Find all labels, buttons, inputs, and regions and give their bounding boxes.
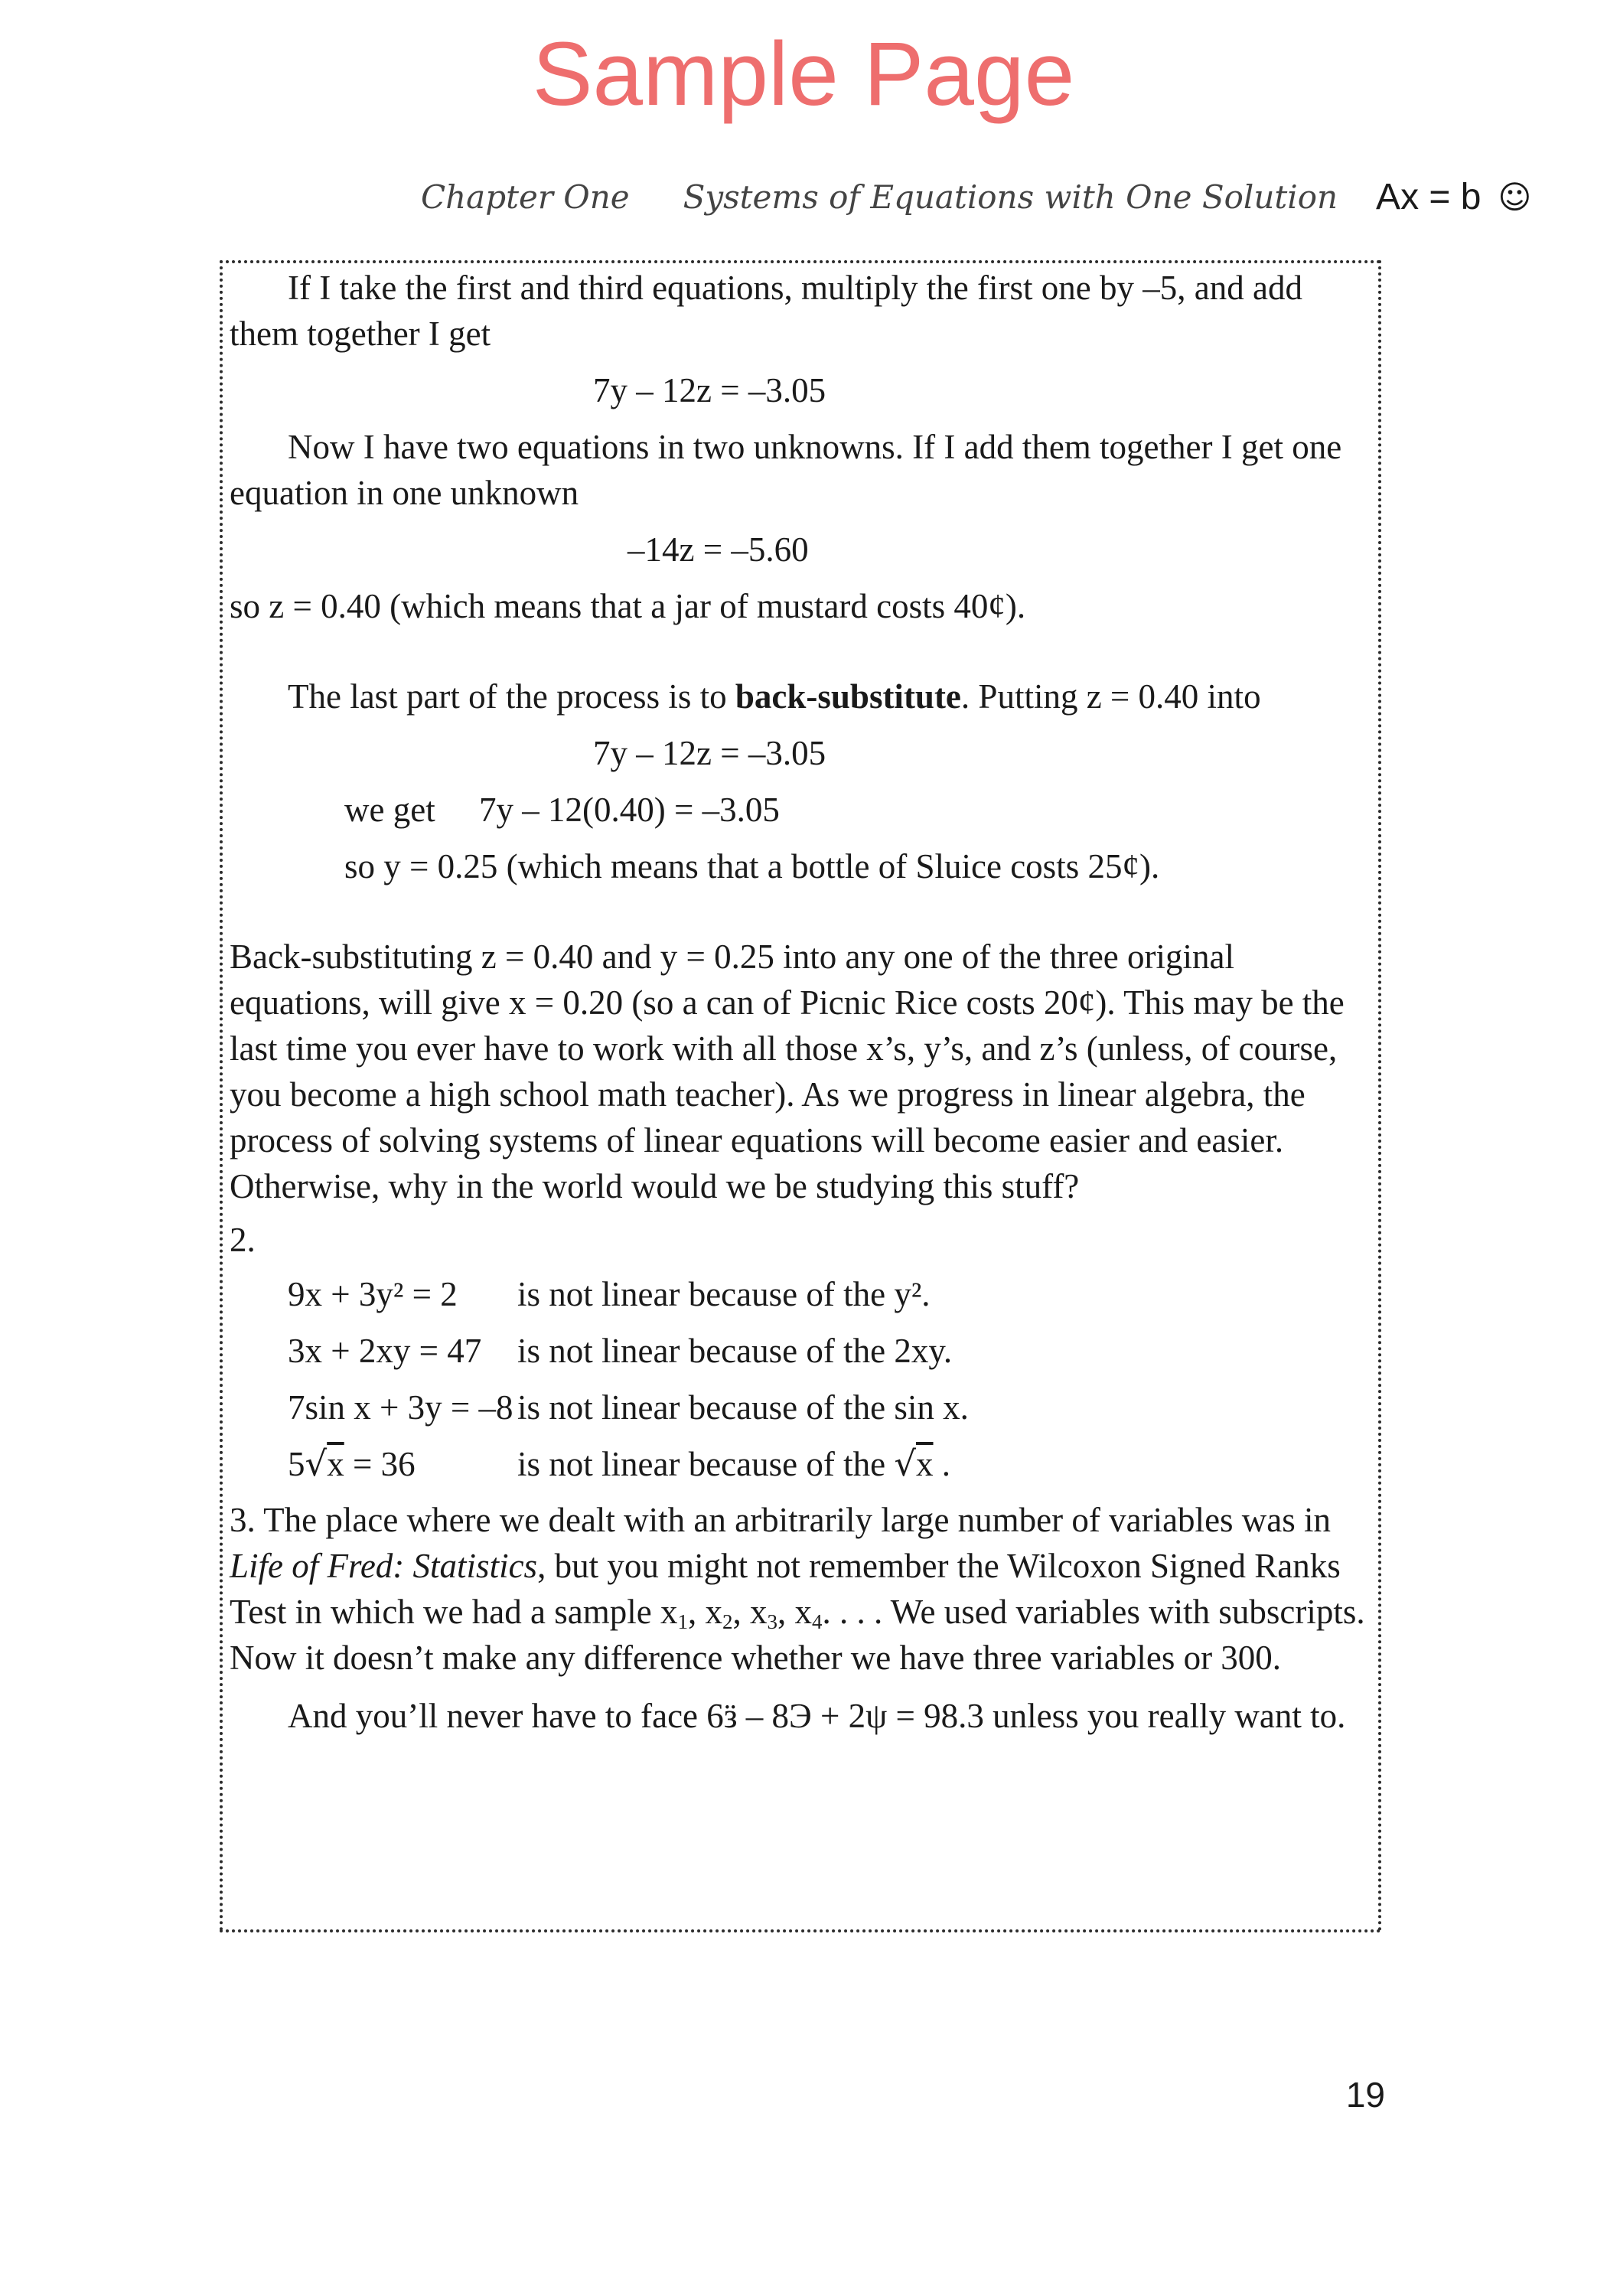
paragraph: And you’ll never have to face 6ӟ – 8Э + 2ψ = 98.3 unless you really want to. [288, 1697, 1346, 1735]
paragraph: so z = 0.40 (which means that a jar of mustard costs 40¢). [230, 587, 1026, 625]
nonlinear-list [230, 1266, 1377, 1492]
paragraph: Back-substituting z = 0.40 and y = 0.25 into any one of the three original equations, will give x = 0.20 (so a can of Picnic Rice costs 20¢). This may be the last time you ever have to work with all those x’s, y’s, and z’s (unless, of course, you become a high school math teacher). As we progress in linear algebra, the process of solving systems of linear equations will become easier and easier. Otherwise, why in the world would we be studying this stuff? [230, 938, 1345, 1205]
running-head [421, 170, 1531, 223]
paragraph: Now I have two equations in two unknowns. If I add them together I get one equation in one unknown [230, 428, 1342, 512]
paragraph: so y = 0.25 (which means that a bottle of Sluice costs 25¢). [344, 847, 1160, 885]
equation: 5√x = 36 [288, 1443, 416, 1484]
paragraph: 3. The place where we dealt with an arbitrarily large number of variables was in Life of Fred: Statistics, but you might not remember the Wilcoxon Signed Ranks Test in which we had a sample $x_1$, $x_2$, $x_3$, $x_4$. . . . We used variables with subscripts. Now it doesn’t make any difference whether we have three variables or 300. [230, 1501, 1365, 1677]
reason: is not linear because of the √x . [517, 1443, 951, 1484]
sqrt-symbol: √ [305, 1443, 328, 1484]
header-equation: Ax = b [1376, 176, 1482, 217]
equation-row [230, 787, 1377, 833]
list-item [230, 1322, 1377, 1379]
equation: 7sin x + 3y = –8 [288, 1388, 513, 1427]
chapter-label: Chapter One [421, 178, 630, 216]
paragraph: If I take the first and third equations, multiply the first one by –5, and add them together I get [230, 269, 1302, 353]
list-item [230, 1379, 1377, 1436]
reason: is not linear because of the y². [517, 1275, 931, 1313]
sample-page-watermark: Sample Page [532, 24, 1075, 125]
equation: 9x + 3y² = 2 [288, 1275, 458, 1313]
equation: 7y – 12(0.40) = –3.05 [479, 791, 780, 829]
equation: 3x + 2xy = 47 [288, 1332, 482, 1370]
reason: is not linear because of the sin x. [517, 1388, 969, 1427]
we-get-label: we get [344, 791, 435, 829]
answer-content [230, 265, 1377, 1739]
reason: is not linear because of the 2xy. [517, 1332, 953, 1370]
page-number: 19 [1345, 2075, 1385, 2115]
book-title: Life of Fred: Statistics [230, 1547, 538, 1585]
bold-term: back-substitute [735, 677, 961, 716]
paragraph: The last part of the process is to back-substitute. Putting z = 0.40 into [288, 677, 1261, 716]
list-item [230, 1266, 1377, 1322]
list-item [230, 1436, 1377, 1492]
equation: 7y – 12z = –3.05 [593, 371, 826, 409]
equation: –14z = –5.60 [627, 530, 809, 569]
sqrt-symbol: √ [894, 1443, 917, 1484]
smiley-icon: ☺ [1498, 178, 1532, 216]
answer-number: 2. [230, 1221, 256, 1259]
equation: 7y – 12z = –3.05 [593, 734, 826, 772]
chapter-title: Systems of Equations with One Solution [683, 178, 1338, 216]
